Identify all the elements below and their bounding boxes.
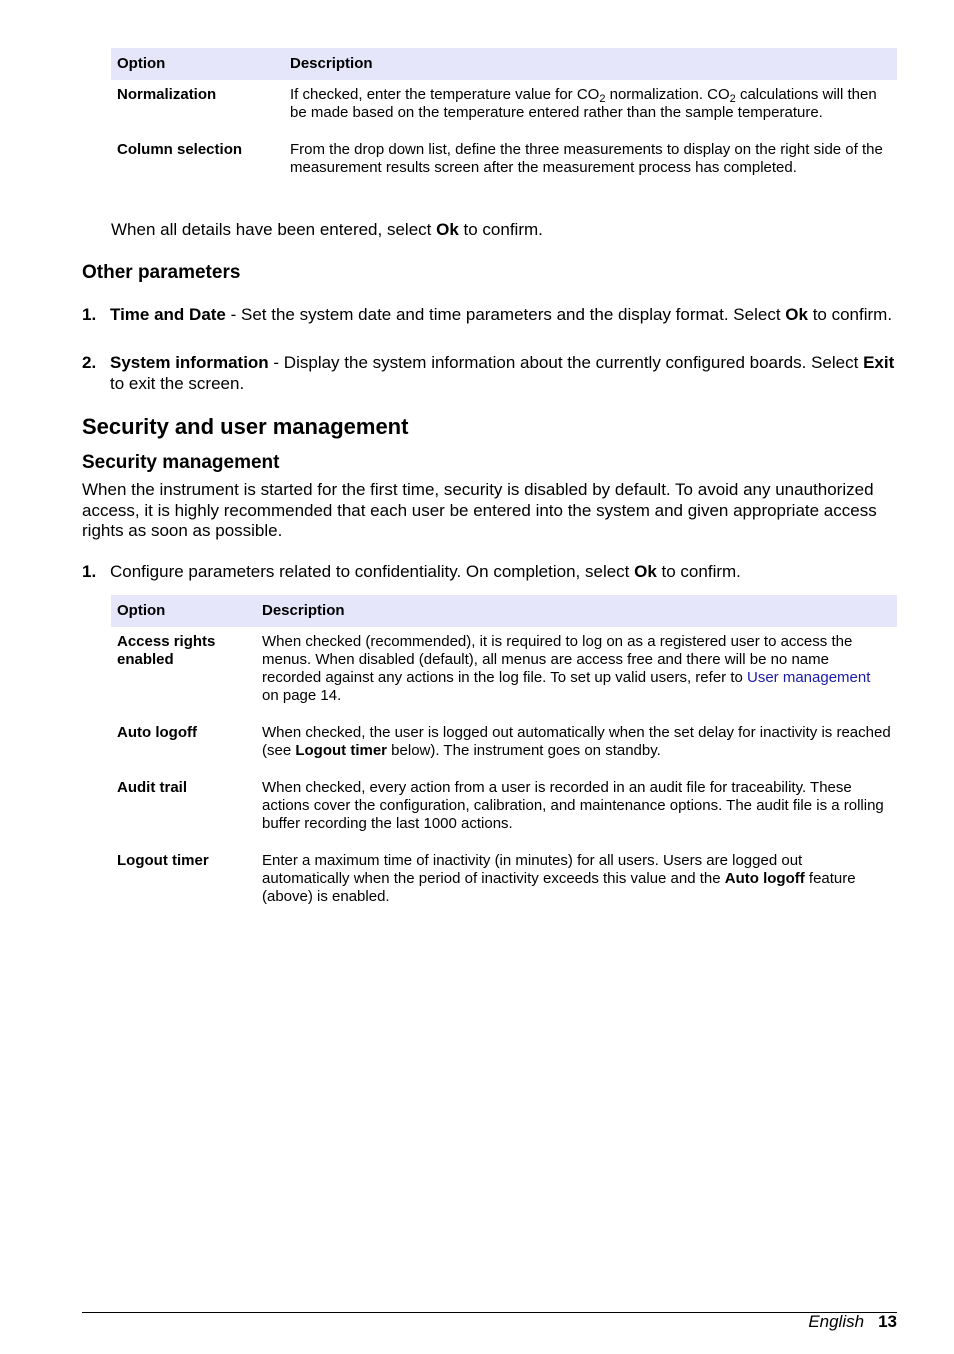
option-description: Enter a maximum time of inactivity (in minutes) for all users. Users are logged out automatically when the period of inactivity exceeds this value and the Auto logoff feature (above) is enabled. (262, 852, 856, 905)
confirm-instruction: When all details have been entered, select Ok to confirm. (111, 220, 543, 239)
table-row (111, 80, 897, 135)
footer-divider (82, 1312, 897, 1313)
option-name: Audit trail (117, 779, 187, 796)
option-description: From the drop down list, define the three measurements to display on the right side of the measurement results screen after the measurement process has completed. (290, 141, 883, 176)
option-name: Normalization (117, 86, 217, 103)
section-heading: Security and user management (82, 414, 409, 439)
page-footer (808, 1312, 897, 1332)
user-management-link[interactable]: User management (747, 669, 871, 686)
subsection-heading: Security management (82, 452, 280, 473)
option-description: If checked, enter the temperature value for $CO_2$ normalization. $CO_2$ calculations will then be made based on the temperature entered rather than the sample temperature. (290, 86, 877, 121)
list-item: 2. System information - Display the system information about the currently configured boards. Select Exit to exit the screen. (82, 353, 895, 393)
page-number: 13 (878, 1312, 897, 1331)
table-header-row (111, 595, 897, 627)
option-description: When checked, every action from a user is recorded in an audit file for traceability. These actions cover the configuration, calibration, and maintenance options. The audit file is a rolling buffer recording the last 1000 actions. (262, 779, 884, 832)
option-name: Logout timer (117, 852, 209, 869)
table-row (111, 773, 897, 846)
footer-language: English (808, 1312, 865, 1331)
table-row (111, 846, 897, 919)
column-header-description: Description (256, 595, 897, 627)
option-name: Access rights enabled (117, 633, 216, 668)
table-row (111, 718, 897, 773)
options-table-normalization (111, 48, 897, 190)
table-row (111, 627, 897, 718)
list-item: 1. Time and Date - Set the system date and time parameters and the display format. Select Ok to confirm. (82, 305, 893, 324)
column-header-description: Description (284, 48, 897, 80)
option-description: When checked, the user is logged out automatically when the set delay for inactivity is reached (see Logout timer below). The instrument goes on standby. (262, 724, 891, 759)
table-row (111, 135, 897, 190)
option-name: Auto logoff (117, 724, 197, 741)
list-item: 1. Configure parameters related to confidentiality. On completion, select Ok to confirm. (82, 562, 741, 581)
intro-paragraph: When the instrument is started for the first time, security is disabled by default. To avoid any unauthorized access, it is highly recommended that each user be entered into the system and given appropriate access rights as soon as possible. (82, 480, 877, 540)
option-name: Column selection (117, 141, 243, 158)
column-header-option: Option (111, 48, 284, 80)
other-parameters-heading: Other parameters (82, 262, 241, 283)
table-header-row (111, 48, 897, 80)
options-table-security (111, 595, 897, 919)
option-description: When checked (recommended), it is required to log on as a registered user to access the menus. When disabled (default), all menus are access free and there will be no name recorded against any actions in the log file. To set up valid users, refer to User management on page 14. (262, 633, 871, 704)
column-header-option: Option (111, 595, 256, 627)
